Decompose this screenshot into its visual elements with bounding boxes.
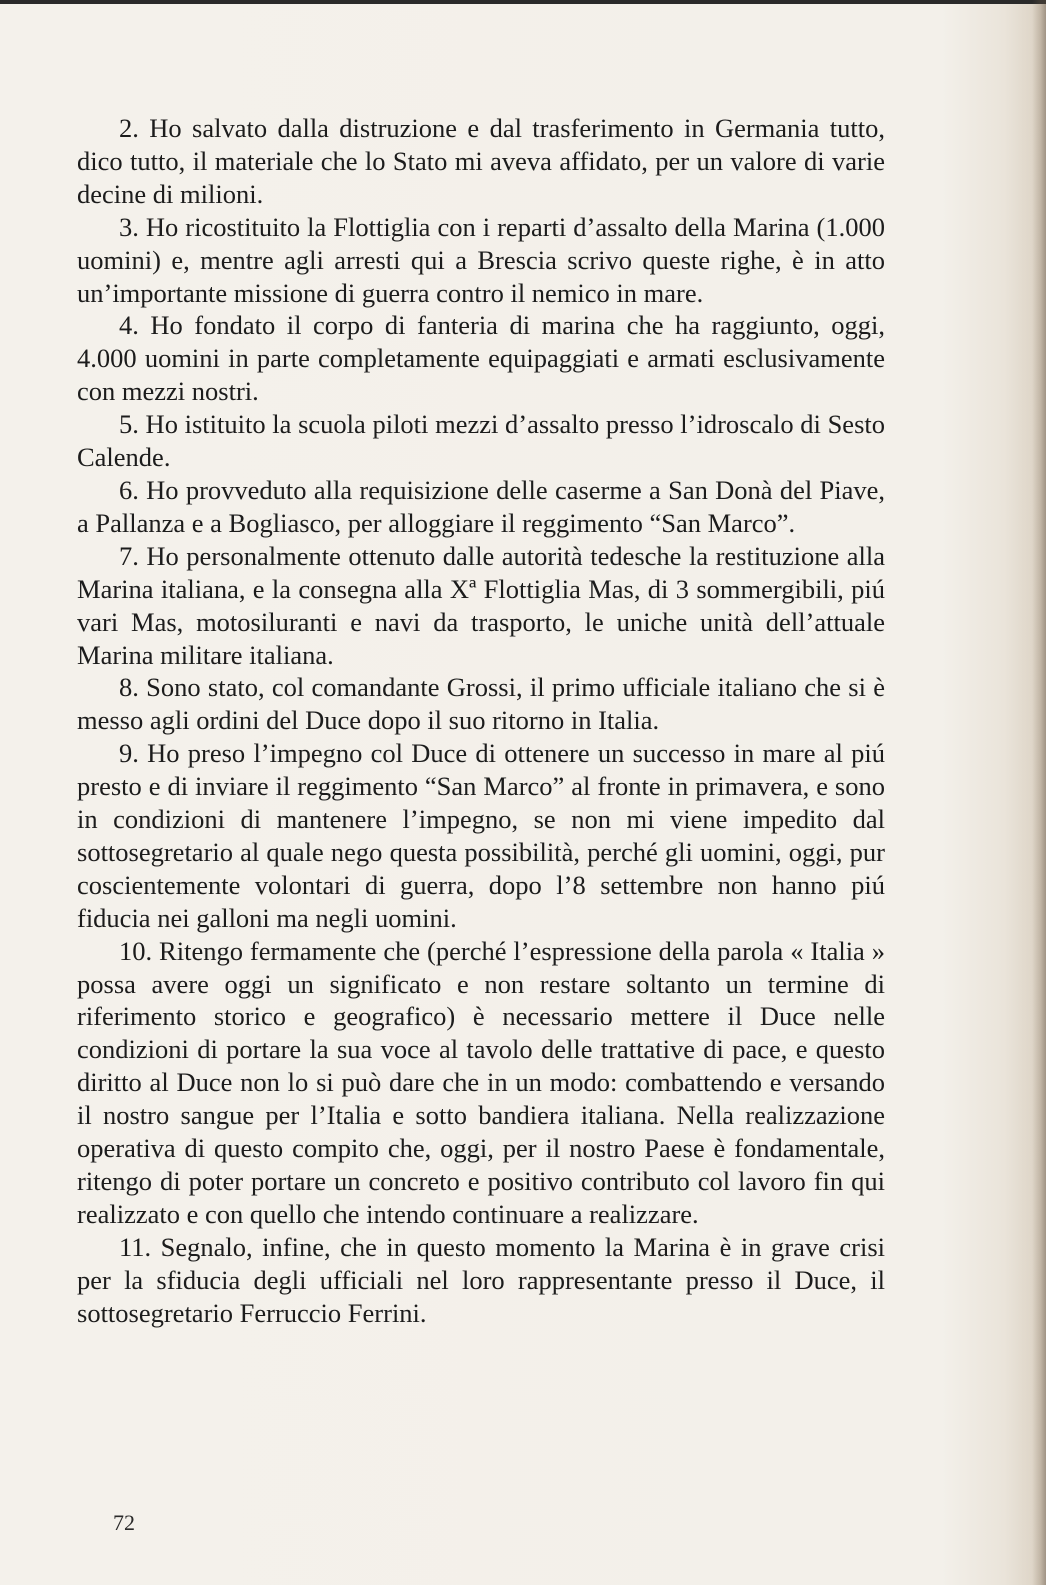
paragraph-6: 6. Ho provveduto alla requisizione delle caserme a San Donà del Piave, a Pallanza e a Bogliasco, per alloggiare il reggimento “San Marco”. <box>77 474 885 538</box>
page-top-edge <box>0 0 1046 4</box>
paragraph-4: 4. Ho fondato il corpo di fanteria di marina che ha raggiunto, oggi, 4.000 uomini in parte completamente equipaggiati e armati esclusivamente con mezzi nostri. <box>77 310 885 407</box>
paragraph-10: 10. Ritengo fermamente che (perché l’espressione della parola « Italia » possa avere oggi un significato e non restare soltanto un termine di riferimento storico e geografico) è necessario mettere il Duce nelle condizioni di portare la sua voce al tavolo delle trattative di pace, e questo diritto al Duce non lo si può dare che in un modo: combattendo e versando il nostro sangue per l’Italia e sotto bandiera italiana. Nella realizzazione operativa di questo compito che, oggi, per il nostro Paese è fondamentale, ritengo di poter portare un concreto e positivo contributo col lavoro fin qui realizzato e con quello che intendo continuare a realizzare. <box>77 935 885 1229</box>
paragraph-5: 5. Ho istituito la scuola piloti mezzi d’assalto presso l’idroscalo di Sesto Calende. <box>77 409 885 473</box>
body-text <box>77 112 885 1330</box>
paragraph-2: 2. Ho salvato dalla distruzione e dal trasferimento in Germania tutto, dico tutto, il materiale che lo Stato mi aveva affidato, per un valore di varie decine di milioni. <box>77 113 885 209</box>
paragraph-3: 3. Ho ricostituito la Flottiglia con i reparti d’assalto della Marina (1.000 uomini) e, mentre agli arresti qui a Brescia scrivo queste righe, è in atto un’importante missione di guerra contro il nemico in mare. <box>77 211 885 308</box>
paragraph-11: 11. Segnalo, infine, che in questo momento la Marina è in grave crisi per la sfiducia degli ufficiali nel loro rappresentante presso il Duce, il sottosegretario Ferruccio Ferrini. <box>77 1231 885 1328</box>
page-number: 72 <box>113 1510 135 1535</box>
paragraph-7: 7. Ho personalmente ottenuto dalle autorità tedesche la restituzione alla Marina italiana, e la consegna alla Xª Flottiglia Mas, di 3 sommergibili, piú vari Mas, motosiluranti e navi da trasporto, le uniche unità dell’attuale Marina militare italiana. <box>77 540 885 670</box>
paragraph-9: 9. Ho preso l’impegno col Duce di ottenere un successo in mare al piú presto e di inviare il reggimento “San Marco” al fronte in primavera, e sono in condizioni di mantenere l’impegno, se non mi viene impedito dal sottosegretario al quale nego questa possibilità, perché gli uomini, oggi, pur coscientemente volontari di guerra, dopo l’8 settembre non hanno piú fiducia nei galloni ma negli uomini. <box>77 738 885 933</box>
page-binding-shadow <box>1032 0 1046 1585</box>
paragraph-8: 8. Sono stato, col comandante Grossi, il primo ufficiale italiano che si è messo agli ordini del Duce dopo il suo ritorno in Italia. <box>77 672 885 736</box>
